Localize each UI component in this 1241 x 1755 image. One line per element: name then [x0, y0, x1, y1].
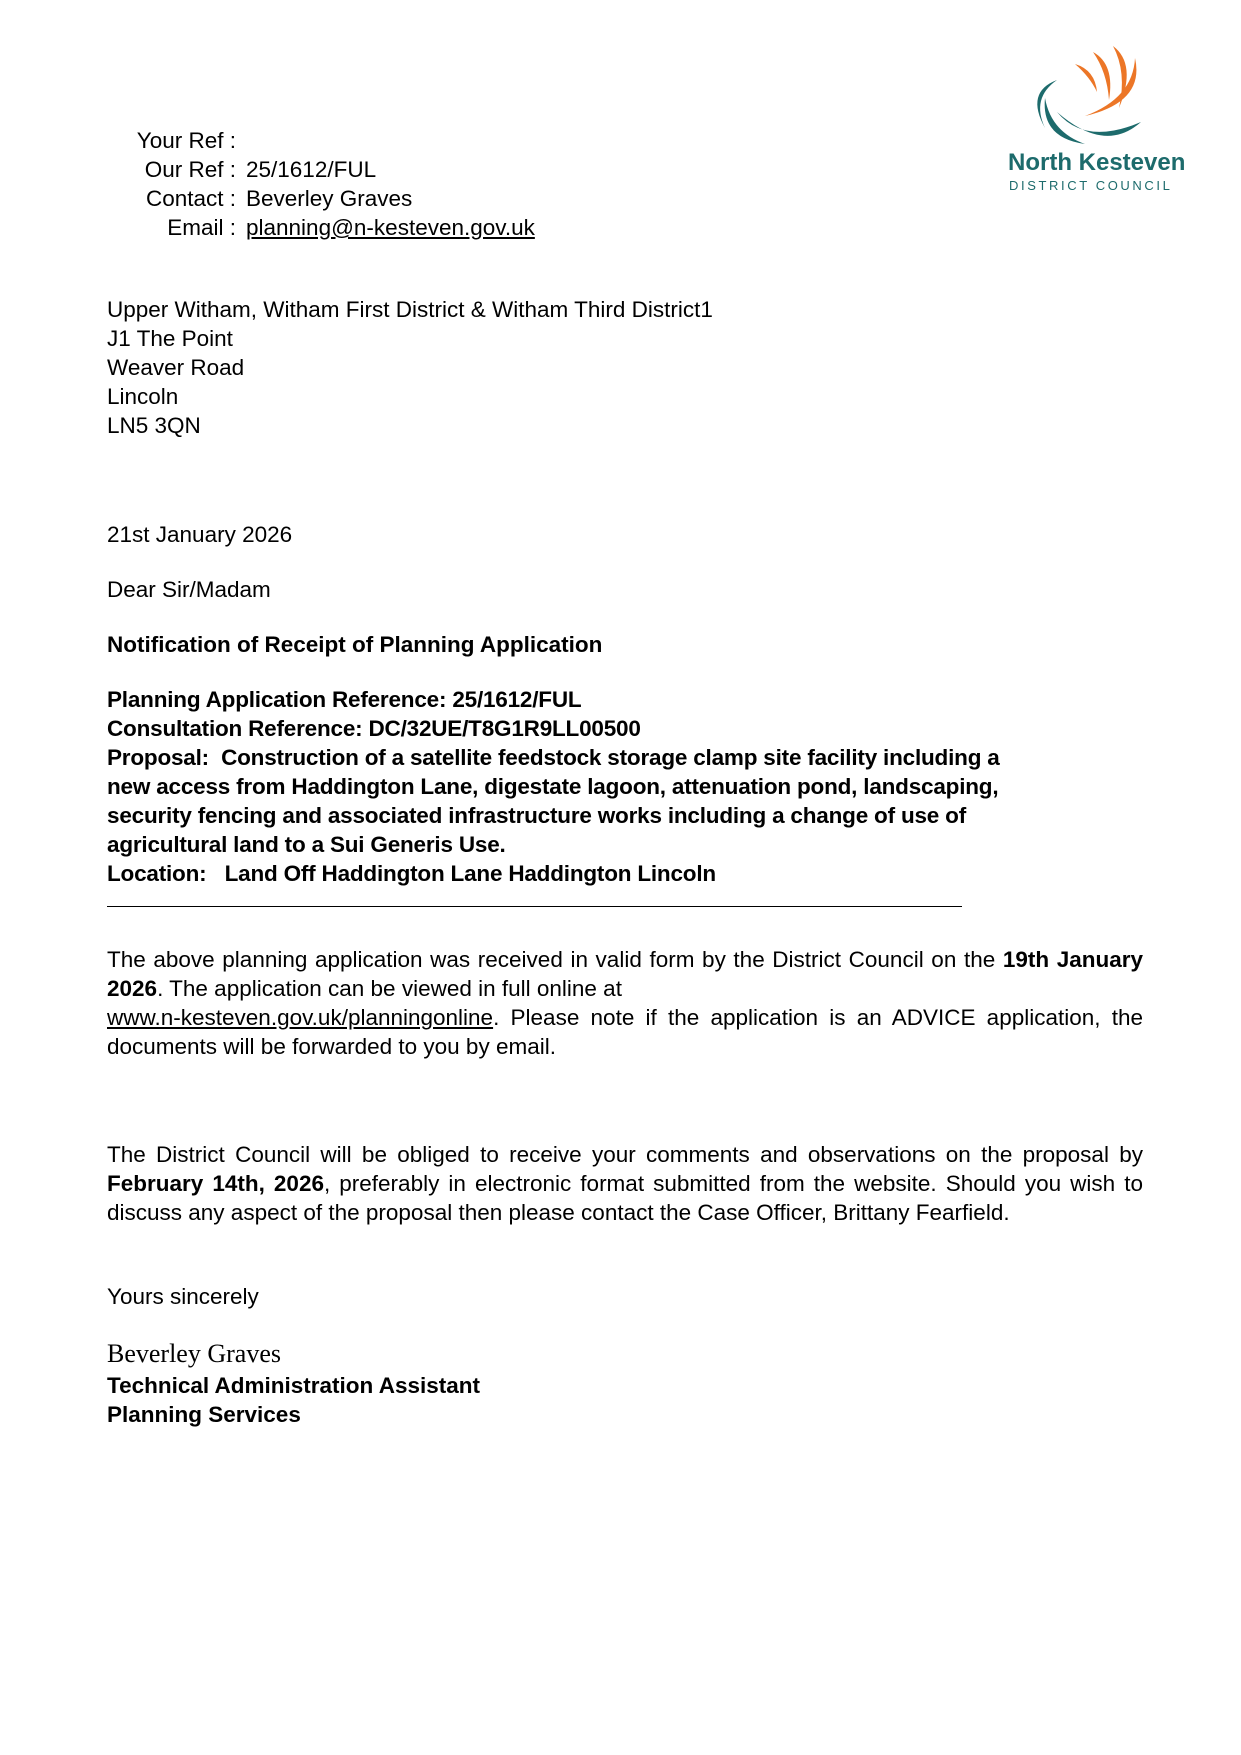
ref-row-contact — [108, 184, 535, 213]
received-date: 19th January 2026 — [107, 947, 1144, 1001]
location: Location: Land Off Haddington Lane Haddington Lincoln — [107, 861, 716, 886]
salutation: Dear Sir/Madam — [107, 577, 271, 602]
consultation-reference: Consultation Reference: DC/32UE/T8G1R9LL00500 — [107, 716, 641, 741]
email-link[interactable]: planning@n-kesteven.gov.uk — [246, 215, 535, 240]
address-line: Lincoln — [107, 384, 179, 409]
application-details — [107, 685, 1000, 888]
signer-title: Technical Administration Assistant — [107, 1373, 480, 1398]
letter-heading: Notification of Receipt of Planning Application — [107, 632, 603, 657]
text: . The application can be viewed in full online at — [157, 976, 622, 1001]
comments-paragraph — [107, 1140, 1143, 1227]
north-kesteven-logo — [1005, 42, 1195, 202]
closing: Yours sincerely — [107, 1284, 259, 1309]
department: Planning Services — [107, 1402, 301, 1427]
receipt-paragraph — [107, 945, 1143, 1061]
text: , preferably in electronic format submitted from the website. Should you wish to discuss any aspect of the proposal then please contact the Case Officer, Brittany Fearfield. — [107, 1171, 1143, 1225]
ref-value: Beverley Graves — [246, 186, 413, 211]
ref-label: Our Ref : — [144, 157, 236, 182]
logo-name: North Kesteven — [1008, 149, 1186, 176]
ref-row-your-ref — [108, 126, 535, 155]
ref-value: 25/1612/FUL — [246, 157, 377, 182]
proposal-line: agricultural land to a Sui Generis Use. — [107, 832, 506, 857]
planning-online-link[interactable]: www.n-kesteven.gov.uk/planningonline — [107, 1005, 494, 1030]
text: . Please note if the application is an ADVICE application, the documents will be forwarded to you by email. — [107, 1005, 1143, 1059]
proposal-line: Proposal: Construction of a satellite feedstock storage clamp site facility including a — [107, 745, 1000, 770]
ref-label: Contact : — [145, 186, 236, 211]
address-line: J1 The Point — [107, 326, 233, 351]
text: The above planning application was received in valid form by the District Council on the — [107, 947, 1003, 972]
ref-label: Email : — [167, 215, 236, 240]
reference-block — [108, 126, 535, 242]
proposal-line: security fencing and associated infrastructure works including a change of use of — [107, 803, 967, 828]
recipient-address — [107, 295, 713, 440]
application-reference: Planning Application Reference: 25/1612/FUL — [107, 687, 582, 712]
ref-row-email — [108, 213, 535, 242]
divider — [107, 906, 962, 907]
address-line: LN5 3QN — [107, 413, 201, 438]
text: The District Council will be obliged to receive your comments and observations on the proposal by — [107, 1142, 1143, 1167]
ref-row-our-ref — [108, 155, 535, 184]
logo-subtitle: DISTRICT COUNCIL — [1009, 178, 1173, 193]
comment-deadline: February 14th, 2026 — [107, 1171, 324, 1196]
signature: Beverley Graves — [107, 1339, 281, 1368]
ref-label: Your Ref : — [136, 128, 236, 153]
letter-date: 21st January 2026 — [107, 522, 293, 547]
address-line: Weaver Road — [107, 355, 245, 380]
proposal-line: new access from Haddington Lane, digestate lagoon, attenuation pond, landscaping, — [107, 774, 999, 799]
address-line: Upper Witham, Witham First District & Witham Third District1 — [107, 297, 713, 322]
